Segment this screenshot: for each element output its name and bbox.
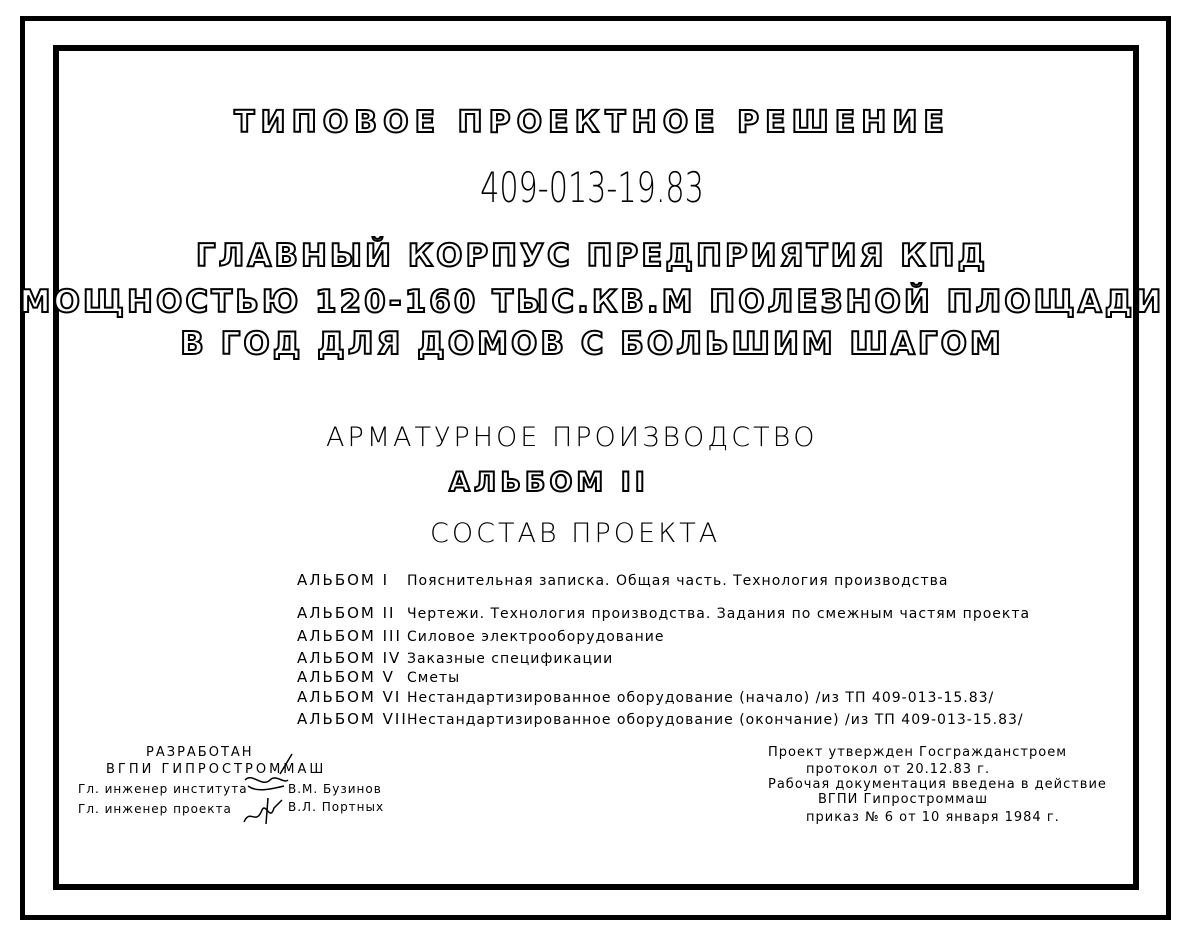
chief-institute-label: Гл. инженер института xyxy=(78,782,248,796)
album-label: АЛЬБОМ II xyxy=(297,604,396,622)
approval-line-1: Проект утвержден Госгражданстроем xyxy=(768,745,1068,760)
album-row-5 xyxy=(297,668,460,686)
developer-org: ВГПИ ГИПРОСТРОММАШ xyxy=(106,762,327,777)
album-desc: Сметы xyxy=(407,670,461,686)
album-row-4 xyxy=(297,649,613,667)
composition-title: СОСТАВ ПРОЕКТА xyxy=(430,518,721,549)
approval-line-2: протокол от 20.12.83 г. xyxy=(806,762,991,777)
album-label: АЛЬБОМ III xyxy=(297,627,402,645)
chief-institute-name: В.М. Бузинов xyxy=(288,782,382,796)
developer-title: РАЗРАБОТАН xyxy=(146,745,254,760)
album-desc: Чертежи. Технология производства. Задания по смежным частям проекта xyxy=(407,606,1031,622)
signature-institute xyxy=(245,754,292,790)
chief-project-label: Гл. инженер проекта xyxy=(78,802,232,816)
album-title: АЛЬБОМ II xyxy=(449,467,649,498)
approval-line-3: Рабочая документация введена в действие xyxy=(768,777,1107,792)
chief-project-name: В.Л. Портных xyxy=(288,800,385,814)
album-label: АЛЬБОМ VI xyxy=(297,688,402,706)
approval-line-5: приказ № 6 от 10 января 1984 г. xyxy=(806,810,1060,825)
signature-project xyxy=(244,798,282,824)
album-label: АЛЬБОМ VII xyxy=(297,710,408,728)
album-desc: Пояснительная записка. Общая часть. Технология производства xyxy=(407,573,949,589)
album-label: АЛЬБОМ IV xyxy=(297,649,402,667)
album-row-7 xyxy=(297,710,1024,728)
album-row-6 xyxy=(297,688,994,706)
album-row-1 xyxy=(297,571,948,589)
heading-line-2: МОЩНОСТЬЮ 120-160 ТЫС.КВ.М ПОЛЕЗНОЙ ПЛОЩАДИ xyxy=(19,284,1165,320)
signatures xyxy=(240,752,300,830)
album-desc: Нестандартизированное оборудование (окончание) /из ТП 409-013-15.83/ xyxy=(407,712,1024,728)
approval-line-4: ВГПИ Гипростроммаш xyxy=(818,792,988,807)
album-row-3 xyxy=(297,627,664,645)
album-desc: Нестандартизированное оборудование (начало) /из ТП 409-013-15.83/ xyxy=(407,690,995,706)
heading-line-3: В ГОД ДЛЯ ДОМОВ С БОЛЬШИМ ШАГОМ xyxy=(180,326,1004,362)
section-title: АРМАТУРНОЕ ПРОИЗВОДСТВО xyxy=(326,422,818,453)
album-label: АЛЬБОМ V xyxy=(297,668,395,686)
album-desc: Заказные спецификации xyxy=(407,651,614,667)
heading-line-1: ГЛАВНЫЙ КОРПУС ПРЕДПРИЯТИЯ КПД xyxy=(195,238,989,274)
album-desc: Силовое электрооборудование xyxy=(407,629,665,645)
album-label: АЛЬБОМ I xyxy=(297,571,390,589)
document-title: ТИПОВОЕ ПРОЕКТНОЕ РЕШЕНИЕ xyxy=(234,105,950,140)
document-number: 409-013-19.83 xyxy=(480,163,704,212)
album-row-2 xyxy=(297,604,1030,622)
